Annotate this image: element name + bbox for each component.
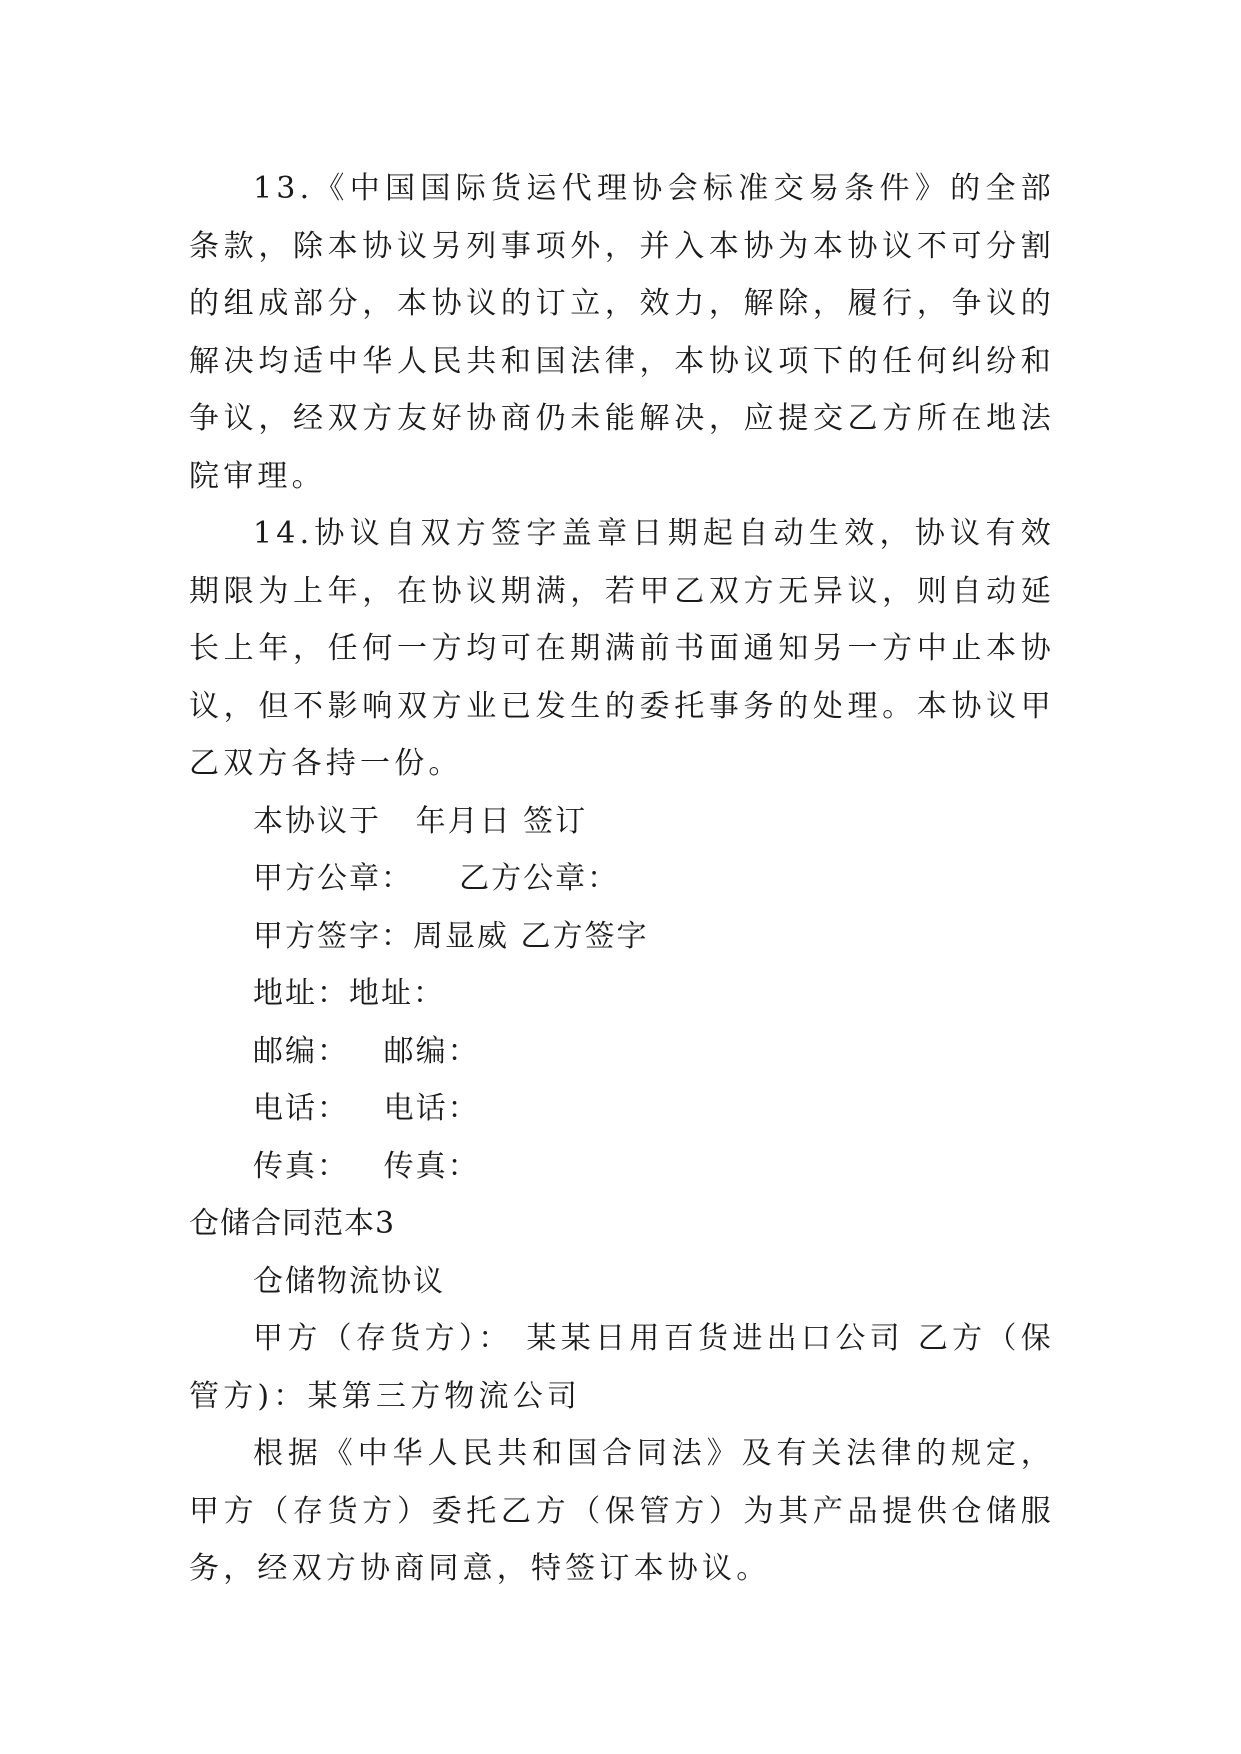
preamble-paragraph: 根据《中华人民共和国合同法》及有关法律的规定，甲方（存货方）委托乙方（保管方）为其产品提供仓储服务，经双方协商同意，特签订本协议。	[189, 1436, 1055, 1586]
parties-paragraph: 甲方（存货方）： 某某日用百货进出口公司 乙方（保管方)：某第三方物流公司	[189, 1321, 1055, 1414]
fax-line: 传真： 传真：	[253, 1148, 480, 1184]
agreement-title: 仓储物流协议	[253, 1263, 445, 1299]
clause-13: 13.《中国国际货运代理协会标准交易条件》的全部条款，除本协议另列事项外，并入本协为本协议不可分割的组成部分，本协议的订立，效力，解除，履行，争议的解决均适中华人民共和国法律，本协议项下的任何纠纷和争议，经双方友好协商仍未能解决，应提交乙方所在地法院审理。	[189, 171, 1055, 494]
phone-line: 电话： 电话：	[253, 1091, 480, 1126]
clause-14: 14.协议自双方签字盖章日期起自动生效，协议有效期限为上年，在协议期满，若甲乙双方无异议，则自动延长上年，任何一方均可在期满前书面通知另一方中止本协议，但不影响双方业已发生的委托事务的处理。本协议甲乙双方各持一份。	[189, 516, 1055, 781]
seals-line: 甲方公章： 乙方公章：	[253, 861, 620, 896]
section-title: 仓储合同范本3	[189, 1206, 396, 1241]
signing-date-line: 本协议于 年月日 签订	[253, 803, 588, 839]
address-line: 地址：地址：	[253, 976, 445, 1011]
document-page	[189, 160, 1055, 1598]
signatures-line: 甲方签字：周显威 乙方签字	[253, 918, 649, 954]
postcode-line: 邮编： 邮编：	[253, 1033, 480, 1069]
